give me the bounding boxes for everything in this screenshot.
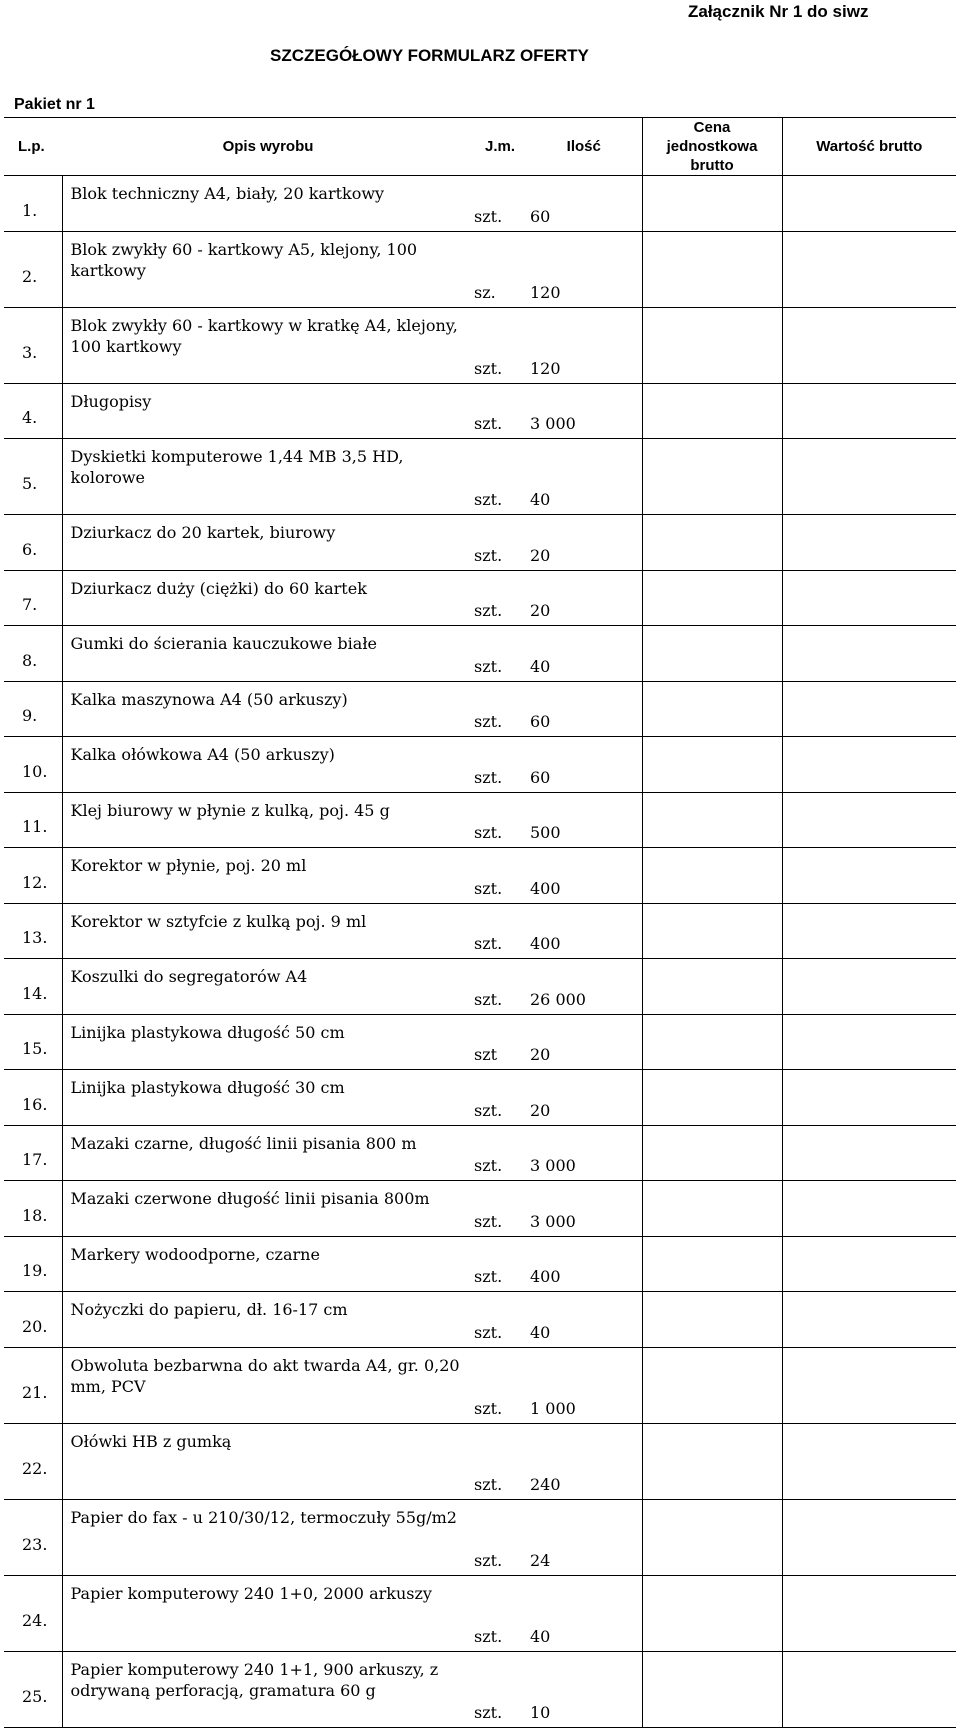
row-unit: szt. bbox=[474, 383, 526, 439]
row-number: 2. bbox=[4, 231, 62, 307]
table-row bbox=[4, 1292, 956, 1348]
row-unit-price bbox=[642, 1651, 782, 1727]
row-unit-price bbox=[642, 383, 782, 439]
row-description: Ołówki HB z gumką bbox=[62, 1423, 474, 1499]
table-row bbox=[4, 1575, 956, 1651]
table-row bbox=[4, 1347, 956, 1423]
row-unit-price bbox=[642, 737, 782, 793]
table-row bbox=[4, 231, 956, 307]
row-total-value bbox=[782, 792, 956, 848]
row-total-value bbox=[782, 383, 956, 439]
row-unit: szt. bbox=[474, 681, 526, 737]
cena-line-2: jednostkowa bbox=[666, 138, 758, 155]
row-total-value bbox=[782, 439, 956, 515]
row-unit: szt. bbox=[474, 848, 526, 904]
row-total-value bbox=[782, 1125, 956, 1181]
row-unit-price bbox=[642, 1014, 782, 1070]
row-unit-price bbox=[642, 848, 782, 904]
row-quantity: 400 bbox=[526, 903, 642, 959]
row-total-value bbox=[782, 903, 956, 959]
table-row bbox=[4, 626, 956, 682]
row-unit: szt. bbox=[474, 1070, 526, 1126]
row-unit-price bbox=[642, 439, 782, 515]
row-total-value bbox=[782, 1347, 956, 1423]
table-row bbox=[4, 515, 956, 571]
row-quantity: 500 bbox=[526, 792, 642, 848]
cena-line-3: brutto bbox=[690, 157, 734, 174]
row-number: 18. bbox=[4, 1181, 62, 1237]
table-row bbox=[4, 848, 956, 904]
cena-line-1: Cena bbox=[693, 119, 731, 136]
row-unit-price bbox=[642, 231, 782, 307]
row-description: Gumki do ścierania kauczukowe białe bbox=[62, 626, 474, 682]
row-total-value bbox=[782, 176, 956, 232]
row-number: 25. bbox=[4, 1651, 62, 1727]
row-unit-price bbox=[642, 1292, 782, 1348]
package-label: Pakiet nr 1 bbox=[14, 96, 95, 113]
row-unit-price bbox=[642, 1070, 782, 1126]
table-row bbox=[4, 737, 956, 793]
row-unit: szt. bbox=[474, 1499, 526, 1575]
row-total-value bbox=[782, 1014, 956, 1070]
row-number: 17. bbox=[4, 1125, 62, 1181]
row-quantity: 60 bbox=[526, 737, 642, 793]
row-description: Dziurkacz duży (ciężki) do 60 kartek bbox=[62, 570, 474, 626]
row-number: 12. bbox=[4, 848, 62, 904]
column-header-jm: J.m. bbox=[474, 118, 526, 176]
row-total-value bbox=[782, 737, 956, 793]
row-total-value bbox=[782, 1651, 956, 1727]
row-quantity: 3 000 bbox=[526, 1125, 642, 1181]
row-quantity: 20 bbox=[526, 1014, 642, 1070]
row-unit-price bbox=[642, 1236, 782, 1292]
row-number: 14. bbox=[4, 959, 62, 1015]
row-unit: szt. bbox=[474, 737, 526, 793]
row-number: 20. bbox=[4, 1292, 62, 1348]
table-row bbox=[4, 1070, 956, 1126]
row-description: Markery wodoodporne, czarne bbox=[62, 1236, 474, 1292]
row-quantity: 60 bbox=[526, 681, 642, 737]
row-total-value bbox=[782, 570, 956, 626]
row-quantity: 60 bbox=[526, 176, 642, 232]
row-unit: szt bbox=[474, 1014, 526, 1070]
row-number: 22. bbox=[4, 1423, 62, 1499]
row-quantity: 400 bbox=[526, 848, 642, 904]
table-row bbox=[4, 959, 956, 1015]
row-quantity: 400 bbox=[526, 1236, 642, 1292]
table-row bbox=[4, 1014, 956, 1070]
row-unit-price bbox=[642, 570, 782, 626]
row-unit-price bbox=[642, 903, 782, 959]
row-number: 13. bbox=[4, 903, 62, 959]
table-row bbox=[4, 903, 956, 959]
row-unit: szt. bbox=[474, 439, 526, 515]
row-quantity: 3 000 bbox=[526, 383, 642, 439]
row-total-value bbox=[782, 848, 956, 904]
row-description: Mazaki czarne, długość linii pisania 800 m bbox=[62, 1125, 474, 1181]
row-number: 8. bbox=[4, 626, 62, 682]
row-unit: szt. bbox=[474, 1236, 526, 1292]
table-row bbox=[4, 307, 956, 383]
row-unit: szt. bbox=[474, 515, 526, 571]
table-row bbox=[4, 1236, 956, 1292]
row-unit-price bbox=[642, 626, 782, 682]
row-quantity: 1 000 bbox=[526, 1347, 642, 1423]
row-unit-price bbox=[642, 176, 782, 232]
row-description: Dyskietki komputerowe 1,44 MB 3,5 HD, kolorowe bbox=[62, 439, 474, 515]
column-header-cena bbox=[642, 118, 782, 176]
row-total-value bbox=[782, 1236, 956, 1292]
row-quantity: 20 bbox=[526, 515, 642, 571]
row-unit-price bbox=[642, 681, 782, 737]
table-row bbox=[4, 1423, 956, 1499]
row-total-value bbox=[782, 1499, 956, 1575]
row-unit: sz. bbox=[474, 231, 526, 307]
row-description: Papier komputerowy 240 1+1, 900 arkuszy, z odrywaną perforacją, gramatura 60 g bbox=[62, 1651, 474, 1727]
row-number: 1. bbox=[4, 176, 62, 232]
row-description: Klej biurowy w płynie z kulką, poj. 45 g bbox=[62, 792, 474, 848]
table-row bbox=[4, 1651, 956, 1727]
row-description: Obwoluta bezbarwna do akt twarda A4, gr. 0,20 mm, PCV bbox=[62, 1347, 474, 1423]
row-quantity: 40 bbox=[526, 439, 642, 515]
column-header-opis: Opis wyrobu bbox=[62, 118, 474, 176]
row-total-value bbox=[782, 307, 956, 383]
row-number: 11. bbox=[4, 792, 62, 848]
row-unit-price bbox=[642, 1347, 782, 1423]
row-unit-price bbox=[642, 1125, 782, 1181]
table-row bbox=[4, 570, 956, 626]
row-description: Linijka plastykowa długość 50 cm bbox=[62, 1014, 474, 1070]
row-description: Koszulki do segregatorów A4 bbox=[62, 959, 474, 1015]
table-row bbox=[4, 1125, 956, 1181]
row-total-value bbox=[782, 1070, 956, 1126]
row-description: Papier do fax - u 210/30/12, termoczuły 55g/m2 bbox=[62, 1499, 474, 1575]
row-unit: szt. bbox=[474, 1125, 526, 1181]
row-number: 4. bbox=[4, 383, 62, 439]
table-header-row bbox=[4, 118, 956, 176]
row-description: Linijka plastykowa długość 30 cm bbox=[62, 1070, 474, 1126]
table-row bbox=[4, 176, 956, 232]
row-description: Blok techniczny A4, biały, 20 kartkowy bbox=[62, 176, 474, 232]
column-header-ilosc: Ilość bbox=[526, 118, 642, 176]
row-number: 15. bbox=[4, 1014, 62, 1070]
row-quantity: 120 bbox=[526, 231, 642, 307]
row-description: Korektor w sztyfcie z kulką poj. 9 ml bbox=[62, 903, 474, 959]
row-quantity: 40 bbox=[526, 1292, 642, 1348]
row-quantity: 40 bbox=[526, 1575, 642, 1651]
table-row bbox=[4, 1181, 956, 1237]
row-number: 10. bbox=[4, 737, 62, 793]
row-description: Korektor w płynie, poj. 20 ml bbox=[62, 848, 474, 904]
row-unit: szt. bbox=[474, 176, 526, 232]
row-unit-price bbox=[642, 959, 782, 1015]
row-unit: szt. bbox=[474, 1347, 526, 1423]
row-number: 9. bbox=[4, 681, 62, 737]
row-quantity: 26 000 bbox=[526, 959, 642, 1015]
row-number: 19. bbox=[4, 1236, 62, 1292]
row-quantity: 240 bbox=[526, 1423, 642, 1499]
row-quantity: 40 bbox=[526, 626, 642, 682]
row-unit-price bbox=[642, 1575, 782, 1651]
row-description: Długopisy bbox=[62, 383, 474, 439]
row-total-value bbox=[782, 1423, 956, 1499]
row-total-value bbox=[782, 231, 956, 307]
row-unit: szt. bbox=[474, 570, 526, 626]
offer-table bbox=[4, 117, 956, 1728]
row-unit: szt. bbox=[474, 1292, 526, 1348]
row-unit: szt. bbox=[474, 1181, 526, 1237]
table-row bbox=[4, 383, 956, 439]
attachment-label: Załącznik Nr 1 do siwz bbox=[688, 2, 869, 21]
row-unit-price bbox=[642, 1423, 782, 1499]
row-description: Kalka maszynowa A4 (50 arkuszy) bbox=[62, 681, 474, 737]
row-unit: szt. bbox=[474, 792, 526, 848]
row-number: 23. bbox=[4, 1499, 62, 1575]
row-description: Papier komputerowy 240 1+0, 2000 arkuszy bbox=[62, 1575, 474, 1651]
row-quantity: 20 bbox=[526, 1070, 642, 1126]
row-number: 5. bbox=[4, 439, 62, 515]
table-row bbox=[4, 681, 956, 737]
row-total-value bbox=[782, 1292, 956, 1348]
row-unit: szt. bbox=[474, 1651, 526, 1727]
row-unit: szt. bbox=[474, 903, 526, 959]
column-header-lp: L.p. bbox=[4, 118, 62, 176]
table-row bbox=[4, 439, 956, 515]
row-total-value bbox=[782, 626, 956, 682]
row-description: Kalka ołówkowa A4 (50 arkuszy) bbox=[62, 737, 474, 793]
row-quantity: 10 bbox=[526, 1651, 642, 1727]
row-quantity: 120 bbox=[526, 307, 642, 383]
table-row bbox=[4, 1499, 956, 1575]
row-unit-price bbox=[642, 307, 782, 383]
row-number: 3. bbox=[4, 307, 62, 383]
row-number: 6. bbox=[4, 515, 62, 571]
row-unit-price bbox=[642, 1181, 782, 1237]
row-description: Dziurkacz do 20 kartek, biurowy bbox=[62, 515, 474, 571]
table-body bbox=[4, 176, 956, 1728]
column-header-wartosc: Wartość brutto bbox=[782, 118, 956, 176]
row-quantity: 24 bbox=[526, 1499, 642, 1575]
row-number: 7. bbox=[4, 570, 62, 626]
row-unit-price bbox=[642, 792, 782, 848]
row-number: 21. bbox=[4, 1347, 62, 1423]
row-unit: szt. bbox=[474, 959, 526, 1015]
row-total-value bbox=[782, 1181, 956, 1237]
row-total-value bbox=[782, 959, 956, 1015]
row-unit: szt. bbox=[474, 1423, 526, 1499]
row-unit: szt. bbox=[474, 307, 526, 383]
row-unit-price bbox=[642, 1499, 782, 1575]
row-number: 24. bbox=[4, 1575, 62, 1651]
row-unit-price bbox=[642, 515, 782, 571]
document-title: SZCZEGÓŁOWY FORMULARZ OFERTY bbox=[270, 46, 589, 65]
row-unit: szt. bbox=[474, 1575, 526, 1651]
row-number: 16. bbox=[4, 1070, 62, 1126]
row-total-value bbox=[782, 1575, 956, 1651]
row-description: Nożyczki do papieru, dł. 16-17 cm bbox=[62, 1292, 474, 1348]
row-description: Blok zwykły 60 - kartkowy w kratkę A4, klejony, 100 kartkowy bbox=[62, 307, 474, 383]
row-quantity: 20 bbox=[526, 570, 642, 626]
row-unit: szt. bbox=[474, 626, 526, 682]
row-quantity: 3 000 bbox=[526, 1181, 642, 1237]
row-total-value bbox=[782, 681, 956, 737]
row-description: Mazaki czerwone długość linii pisania 800m bbox=[62, 1181, 474, 1237]
row-description: Blok zwykły 60 - kartkowy A5, klejony, 100 kartkowy bbox=[62, 231, 474, 307]
row-total-value bbox=[782, 515, 956, 571]
table-row bbox=[4, 792, 956, 848]
